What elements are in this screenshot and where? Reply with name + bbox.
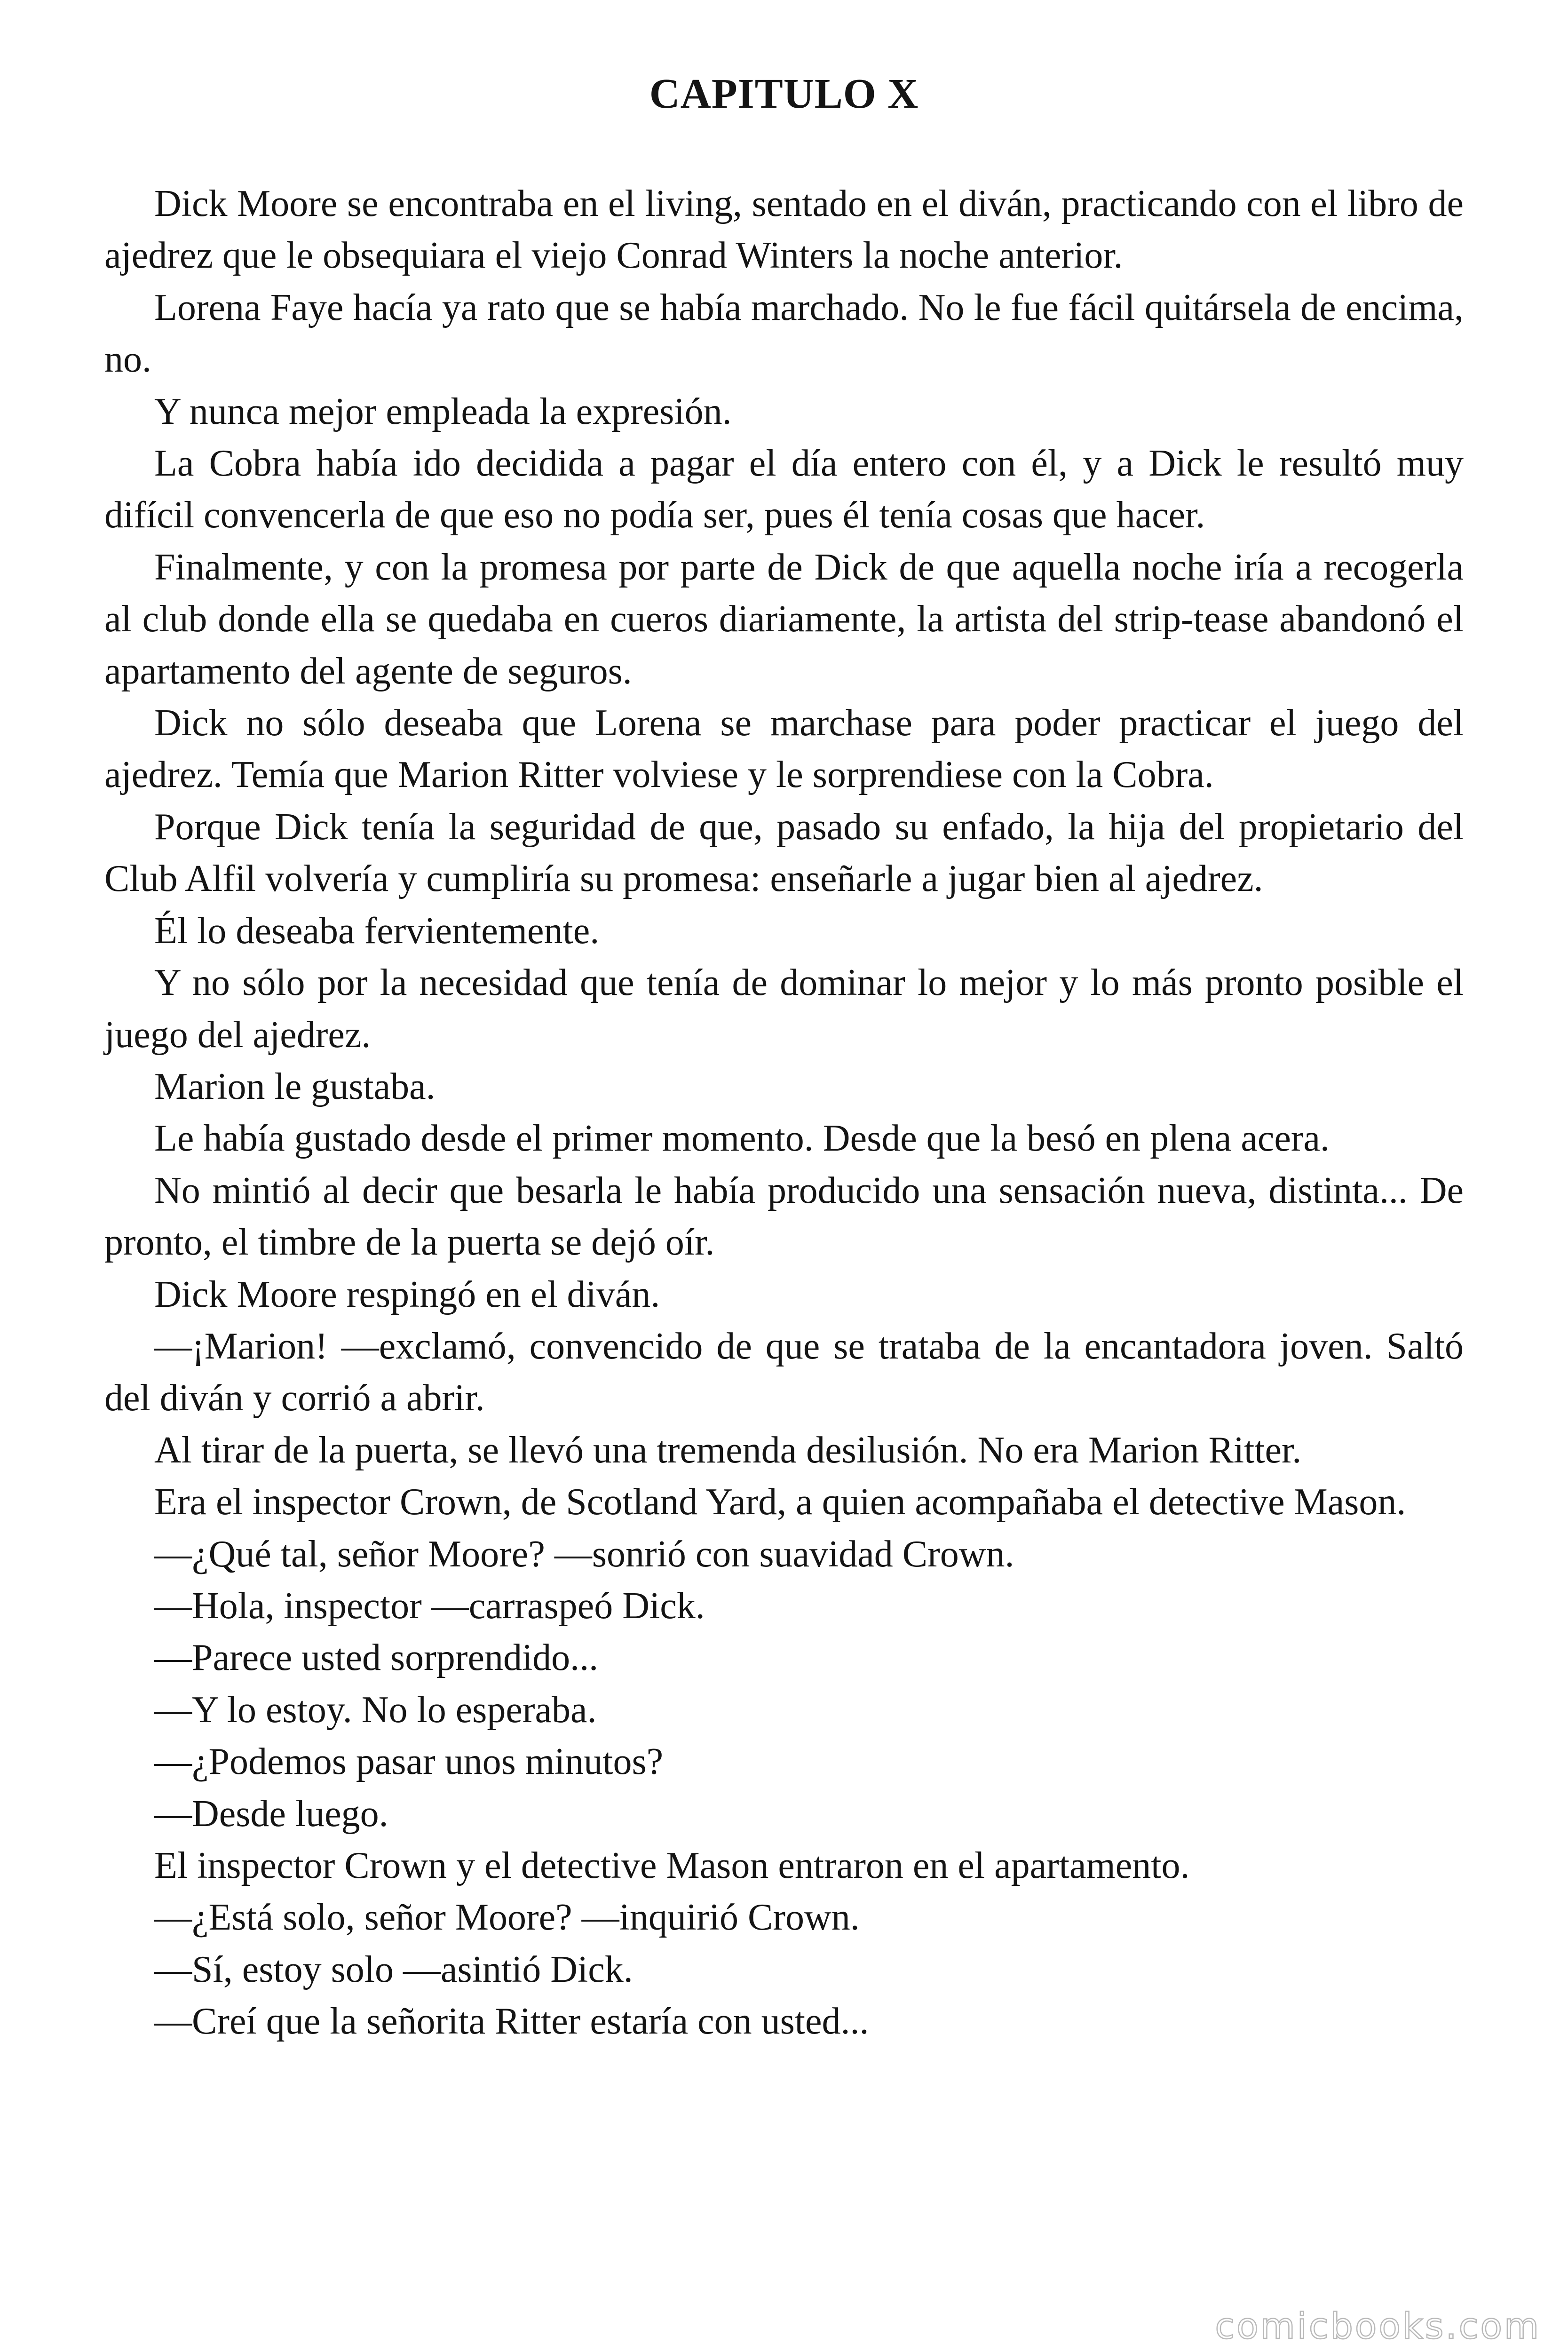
paragraph: —Hola, inspector —carraspeó Dick.	[154, 1585, 705, 1627]
paragraph: —¿Qué tal, señor Moore? —sonrió con suavidad Crown.	[154, 1533, 1014, 1575]
paragraph: Dick no sólo deseaba que Lorena se marchase para poder practicar el juego del ajedrez. Temía que Marion Ritter volviese y le sorprendiese con la Cobra.	[104, 702, 1464, 796]
paragraph: Y no sólo por la necesidad que tenía de dominar lo mejor y lo más pronto posible el juego del ajedrez.	[104, 962, 1464, 1056]
paragraph: —Parece usted sorprendido...	[154, 1637, 599, 1679]
paragraph: Era el inspector Crown, de Scotland Yard, a quien acompañaba el detective Mason.	[154, 1481, 1406, 1523]
paragraph: —¡Marion! —exclamó, convencido de que se trataba de la encantadora joven. Saltó del diván y corrió a abrir.	[104, 1325, 1464, 1419]
paragraph: No mintió al decir que besarla le había producido una sensación nueva, distinta... De pronto, el timbre de la puerta se dejó oír.	[104, 1169, 1464, 1263]
chapter-title: CAPITULO X	[649, 71, 919, 117]
body-text	[104, 178, 1464, 2048]
paragraph: —Sí, estoy solo —asintió Dick.	[154, 1948, 633, 1990]
paragraph: —Y lo estoy. No lo esperaba.	[154, 1689, 597, 1731]
paragraph: El inspector Crown y el detective Mason entraron en el apartamento.	[154, 1845, 1190, 1886]
paragraph: Le había gustado desde el primer momento. Desde que la besó en plena acera.	[154, 1118, 1330, 1160]
paragraph: Él lo deseaba fervientemente.	[154, 910, 600, 952]
paragraph: —Creí que la señorita Ritter estaría con usted...	[154, 2001, 869, 2042]
paragraph: Y nunca mejor empleada la expresión.	[154, 390, 732, 432]
paragraph: —¿Podemos pasar unos minutos?	[154, 1741, 664, 1783]
paragraph: Dick Moore respingó en el diván.	[154, 1273, 660, 1315]
paragraph: Al tirar de la puerta, se llevó una tremenda desilusión. No era Marion Ritter.	[154, 1429, 1302, 1471]
watermark: comicbooks.com	[1215, 2305, 1541, 2347]
paragraph: —¿Está solo, señor Moore? —inquirió Crown.	[154, 1897, 860, 1939]
paragraph: La Cobra había ido decidida a pagar el día entero con él, y a Dick le resultó muy difícil convencerla de que eso no podía ser, pues él tenía cosas que hacer.	[104, 443, 1464, 536]
paragraph: Finalmente, y con la promesa por parte de Dick de que aquella noche iría a recogerla al club donde ella se quedaba en cueros diariamente, la artista del strip-tease abandonó el apartamento del agente de seguros.	[104, 546, 1464, 692]
paragraph: Porque Dick tenía la seguridad de que, pasado su enfado, la hija del propietario del Club Alfil volvería y cumpliría su promesa: enseñarle a jugar bien al ajedrez.	[104, 806, 1464, 900]
paragraph: Lorena Faye hacía ya rato que se había marchado. No le fue fácil quitársela de encima, no.	[104, 286, 1464, 381]
paragraph: —Desde luego.	[154, 1793, 388, 1835]
paragraph: Marion le gustaba.	[154, 1065, 436, 1107]
paragraph: Dick Moore se encontraba en el living, sentado en el diván, practicando con el libro de ajedrez que le obsequiara el viejo Conrad Winters la noche anterior.	[104, 183, 1464, 277]
